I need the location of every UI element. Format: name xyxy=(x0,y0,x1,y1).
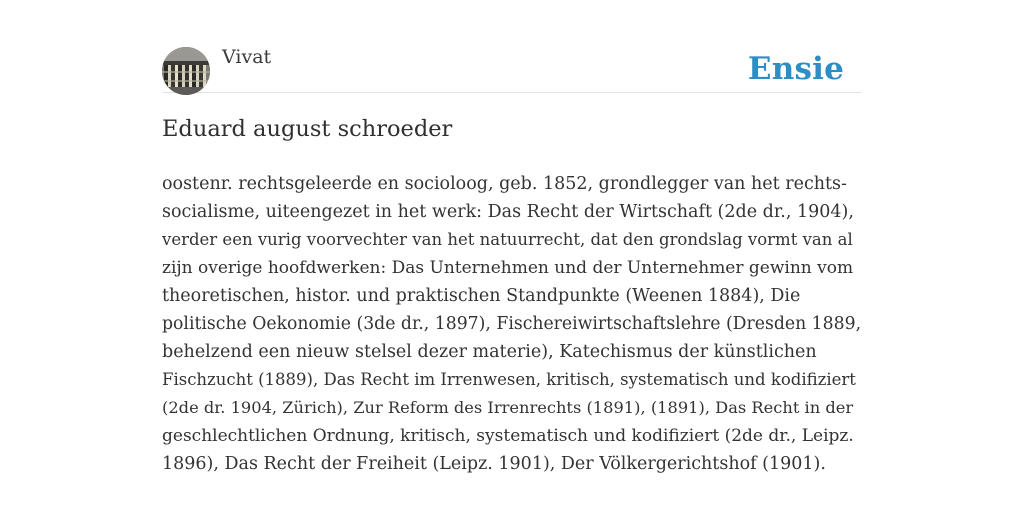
body-line: zijn overige hoofdwerken: Das Unternehmen und der Unternehmer gewinn vom xyxy=(162,258,854,278)
entry-body xyxy=(162,170,862,478)
body-line: (2de dr. 1904, Zürich), Zur Reform des Irrenrechts (1891), (1891), Das Recht in der xyxy=(162,398,854,417)
body-line: 1896), Das Recht der Freiheit (Leipz. 1901), Der Völkergerichtshof (1901). xyxy=(162,454,826,474)
body-line: theoretischen, histor. und praktischen Standpunkte (Weenen 1884), Die xyxy=(162,286,801,306)
entry-title: Eduard august schroeder xyxy=(162,116,453,142)
body-line: politische Oekonomie (3de dr., 1897), Fischereiwirtschaftslehre (Dresden 1889, xyxy=(162,314,862,334)
body-line: verder een vurig voorvechter van het natuurrecht, dat den grondslag vormt van al xyxy=(162,230,853,249)
body-line: socialisme, uiteengezet in het werk: Das Recht der Wirtschaft (2de dr., 1904), xyxy=(162,202,854,222)
page-header xyxy=(162,0,862,93)
book-spines-icon xyxy=(162,47,210,95)
body-line: oostenr. rechtsgeleerde en socioloog, geb. 1852, grondlegger van het rechts- xyxy=(162,174,847,194)
brand-logo[interactable]: Ensie xyxy=(747,51,844,87)
source-name[interactable]: Vivat xyxy=(222,46,272,68)
body-line: Fischzucht (1889), Das Recht im Irrenwesen, kritisch, systematisch und kodifiziert xyxy=(162,370,856,389)
source-avatar[interactable] xyxy=(162,47,210,95)
body-line: behelzend een nieuw stelsel dezer materie), Katechismus der künstlichen xyxy=(162,342,817,362)
body-line: geschlechtlichen Ordnung, kritisch, systematisch und kodifiziert (2de dr., Leipz. xyxy=(162,426,854,446)
entry-page xyxy=(162,0,862,474)
